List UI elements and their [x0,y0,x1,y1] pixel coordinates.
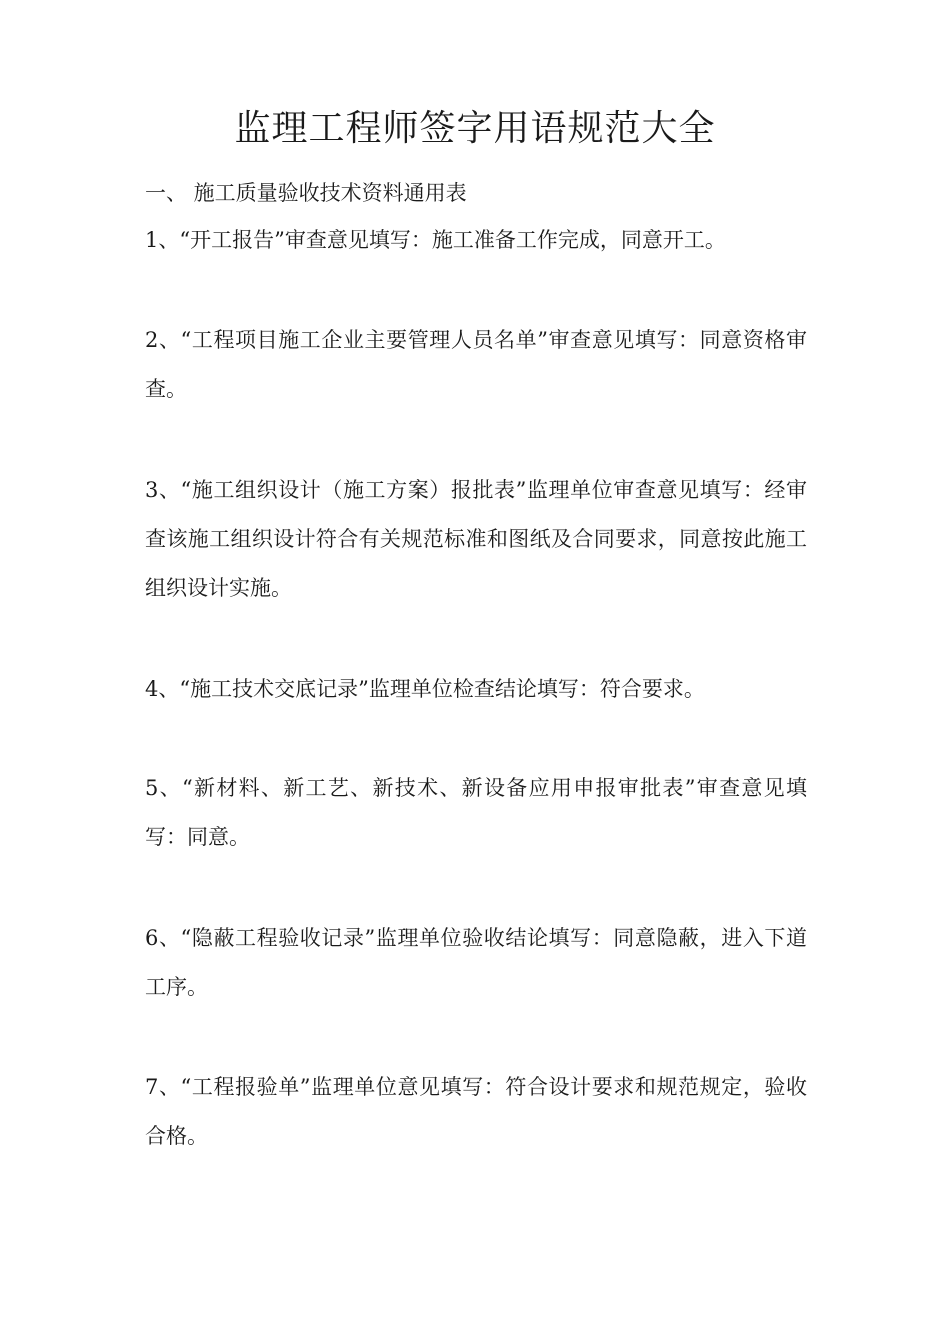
list-item-6: 6、“隐蔽工程验收记录”监理单位验收结论填写：同意隐蔽，进入下道工序。 [145,926,807,999]
list-item-3: 3、“施工组织设计（施工方案）报批表”监理单位审查意见填写：经审查该施工组织设计符合有关规范标准和图纸及合同要求，同意按此施工组织设计实施。 [145,478,807,600]
list-item-2: 2、“工程项目施工企业主要管理人员名单”审查意见填写：同意资格审查。 [145,328,807,401]
section-heading: 一、 施工质量验收技术资料通用表 [145,181,467,205]
list-item-5: 5、“新材料、新工艺、新技术、新设备应用申报审批表”审查意见填写：同意。 [145,776,807,849]
list-item-1: 1、“开工报告”审查意见填写：施工准备工作完成，同意开工。 [145,228,726,252]
list-item-7: 7、“工程报验单”监理单位意见填写：符合设计要求和规范规定，验收合格。 [145,1075,807,1148]
document-title: 监理工程师签字用语规范大全 [234,108,716,149]
list-item-4: 4、“施工技术交底记录”监理单位检查结论填写：符合要求。 [145,677,705,701]
